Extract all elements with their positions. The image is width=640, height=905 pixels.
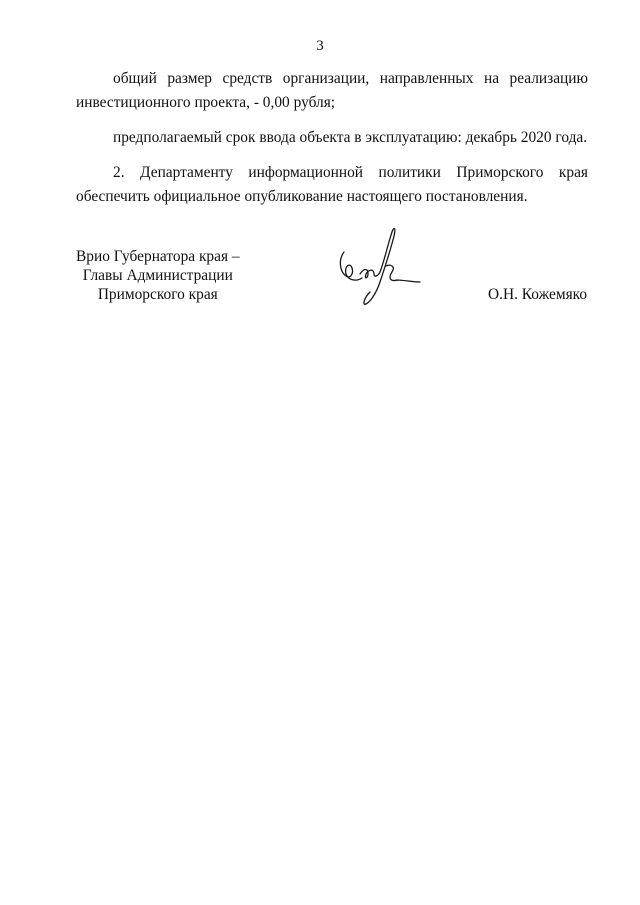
position-line: Врио Губернатора края – xyxy=(76,248,240,265)
position-line: Приморского края xyxy=(97,286,218,303)
paragraph-publication-order: 2. Департаменту информационной политики Приморского края обеспечить официальное опубликование настоящего постановления. xyxy=(76,164,588,205)
paragraph-commissioning-date: предполагаемый срок ввода объекта в эксплуатацию: декабрь 2020 года. xyxy=(113,129,588,146)
page-number: 3 xyxy=(316,38,324,54)
signer-name: О.Н. Кожемяко xyxy=(488,286,588,303)
signatory-position xyxy=(76,247,240,304)
position-line: Главы Администрации xyxy=(82,267,233,284)
paragraph-investment-amount: общий размер средств организации, направленных на реализацию инвестиционного проекта, - 0,00 рубля; xyxy=(76,70,588,111)
document-body xyxy=(76,67,588,209)
handwritten-signature-icon xyxy=(330,222,430,312)
